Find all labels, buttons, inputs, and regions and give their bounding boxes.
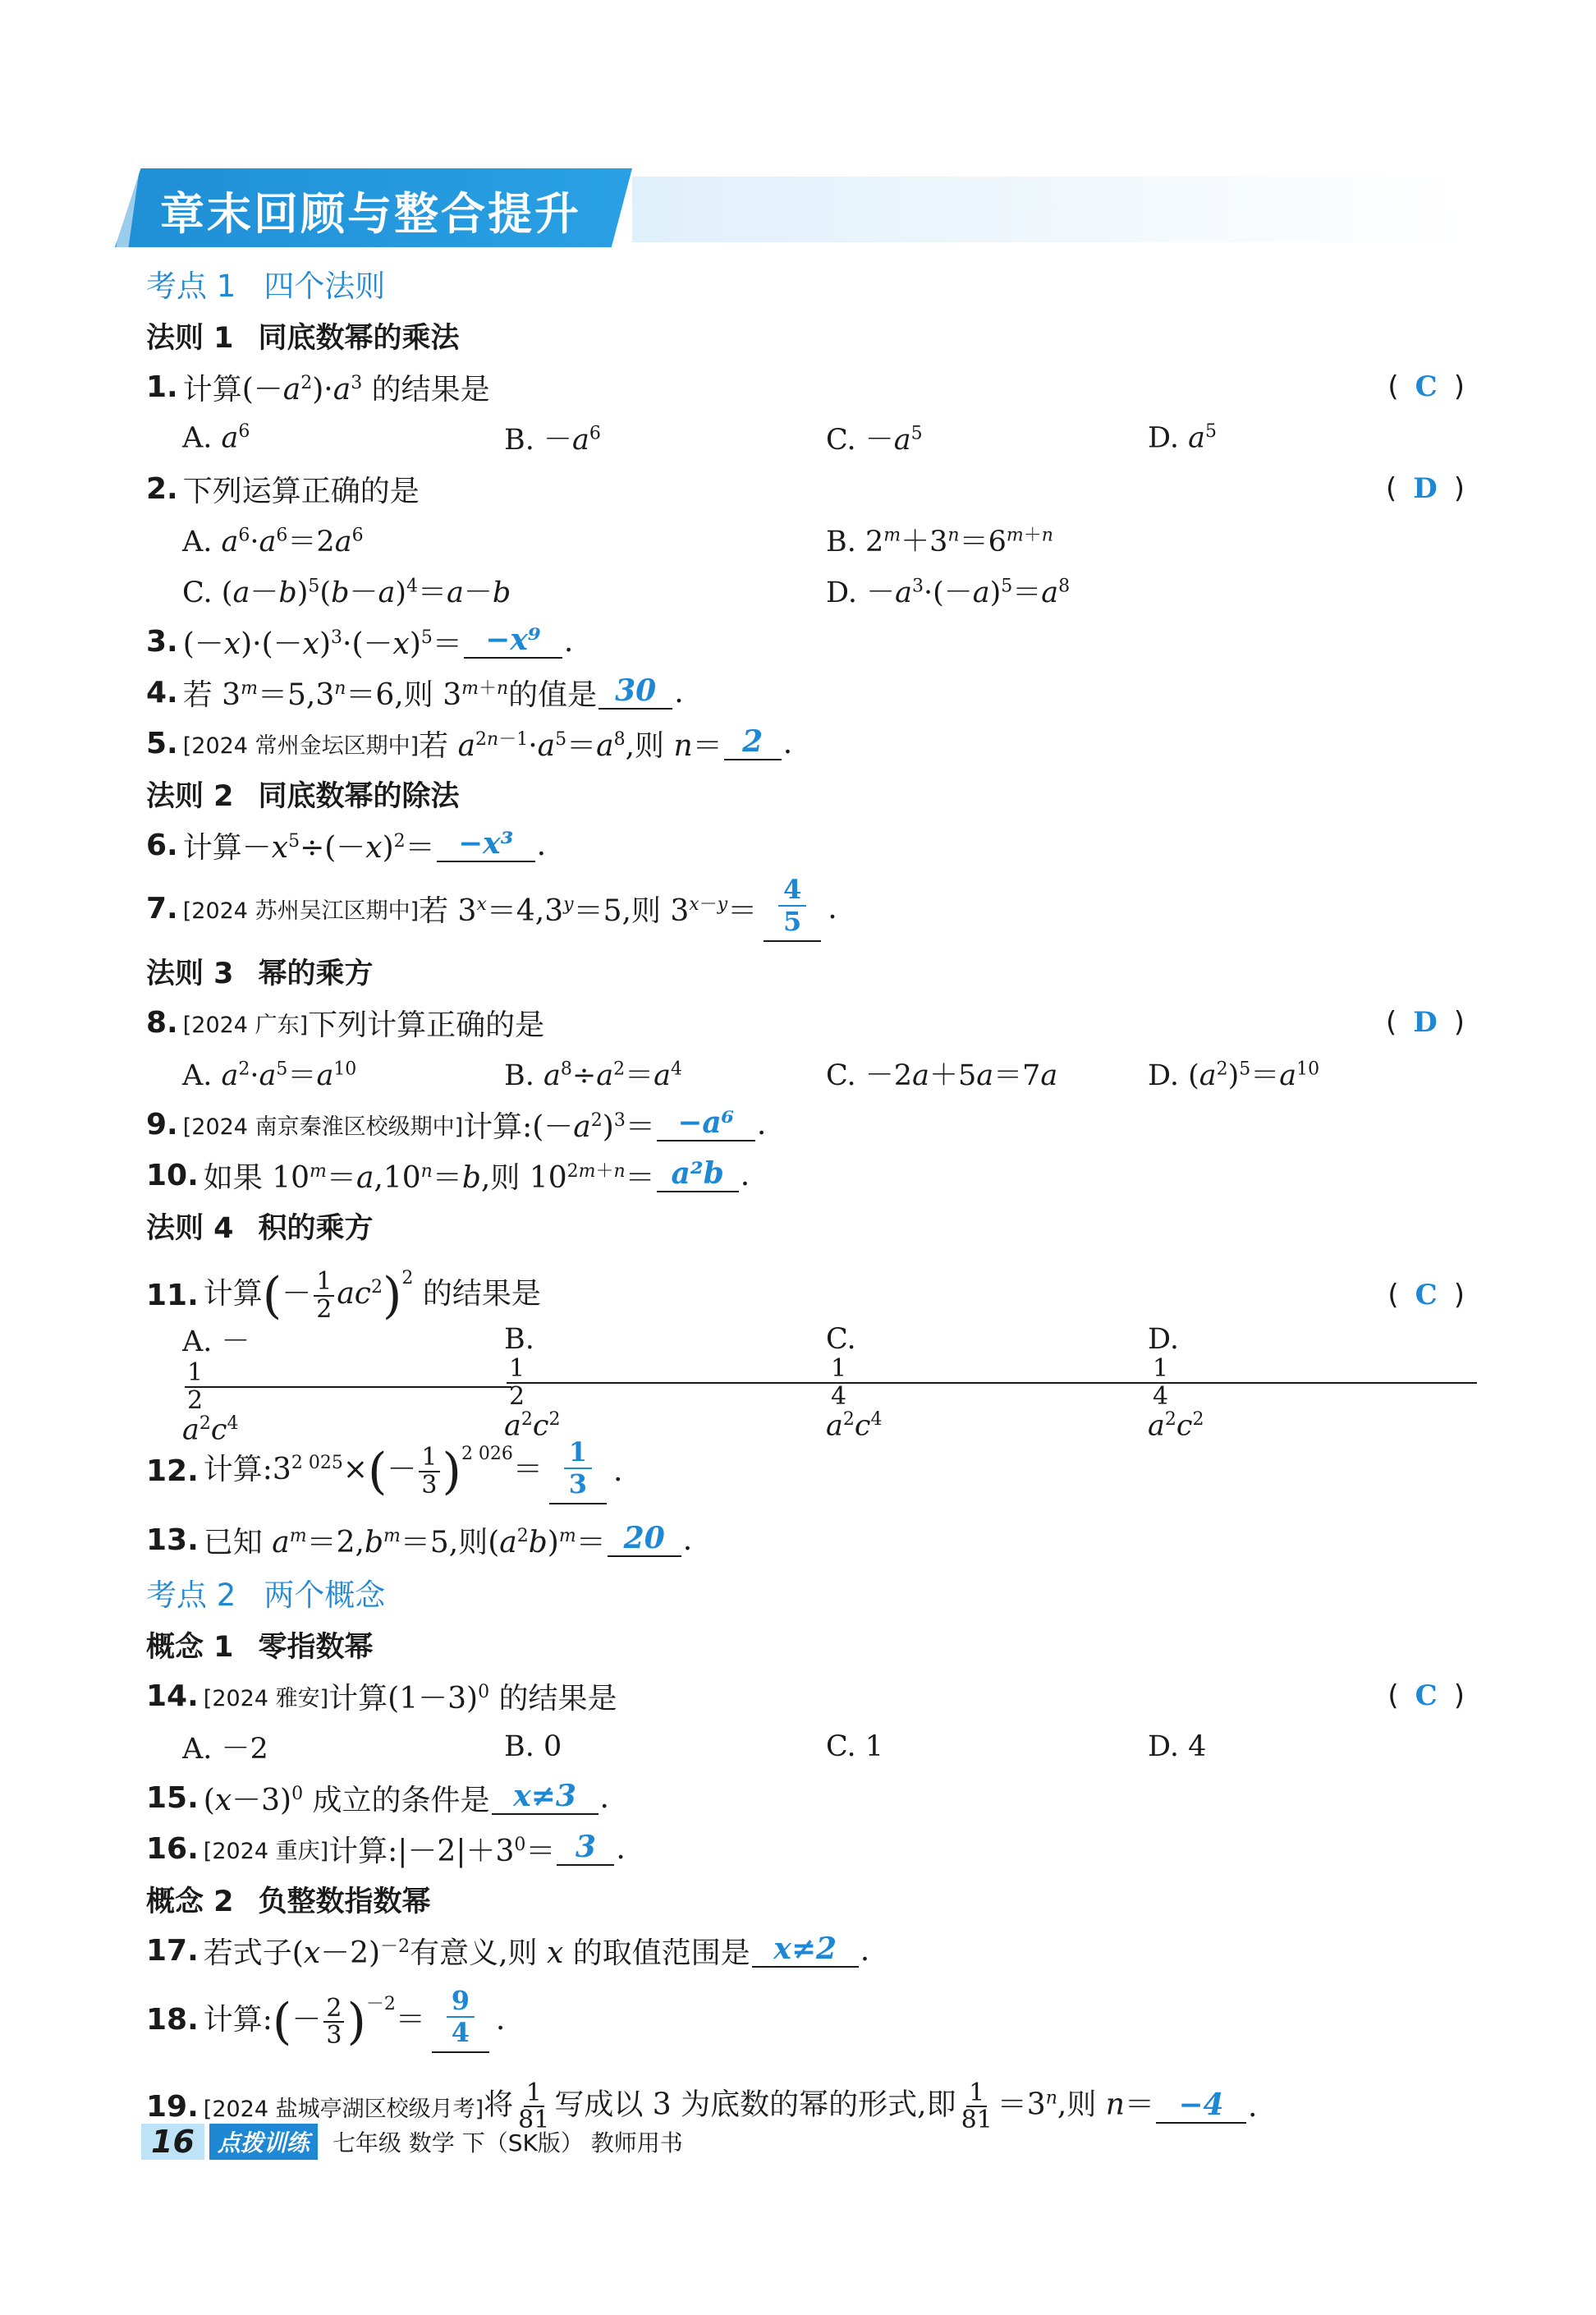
question-source: [2024 重庆]	[203, 1838, 329, 1864]
page-footer	[141, 2124, 683, 2160]
book-info: 七年级 数学 下（SK版） 教师用书	[332, 2129, 683, 2157]
question-number: 15.	[146, 1780, 199, 1815]
options: A. －2 B. 0 C. 1 D. 4	[182, 1730, 1207, 1766]
answer-numerator: 9	[447, 1986, 475, 2018]
banner-fade	[632, 177, 1470, 242]
question-number: 10.	[146, 1158, 199, 1192]
question-source: [2024 雅安]	[203, 1685, 329, 1711]
answer-choice: ( C )	[1387, 370, 1465, 403]
concept-tag: 概念 1	[146, 1631, 234, 1664]
answer-numerator: 4	[778, 875, 806, 907]
question-number: 1.	[146, 370, 178, 404]
rule-name: 同底数幂的乘法	[258, 322, 460, 355]
rule-heading	[146, 946, 1476, 997]
brand-logo: 点拨训练	[209, 2124, 318, 2160]
rule-name: 积的乘方	[258, 1212, 374, 1245]
question-1: 1. 计算$(-a^2)\cdot a^3$ 的结果是 ( C )	[146, 370, 1465, 407]
question-13: 13. 已知 $a^m=2,b^m=5$,则$(a^2b)^m=$ 20 .	[146, 1521, 693, 1559]
question-number: 18.	[146, 2002, 199, 2037]
question-7: 7. [2024 苏州吴江区期中] 若 $3^x=4,3^y=5$,则 $3^{x-y}=$ $\frac{4}{5}$ .	[146, 870, 1476, 946]
answer-blank: −4	[1156, 2089, 1246, 2124]
question-number: 16.	[146, 1831, 199, 1866]
answer-blank: 30	[598, 675, 672, 710]
options: A. $a^2\cdot a^5=a^{10}$ B. $a^8\div a^2=a^4$ C. －2a＋5a＝7a D. $(a^2)^5=a^{10}$	[182, 1059, 1320, 1092]
page-title: 章末回顾与整合提升	[160, 188, 581, 240]
answer-choice: ( D )	[1385, 1006, 1465, 1039]
question-number: 2.	[146, 471, 178, 506]
concept-heading	[146, 1619, 1476, 1670]
rule-tag: 法则 2	[146, 780, 234, 813]
answer-denominator: 3	[568, 1468, 588, 1500]
rule-tag: 法则 4	[146, 1212, 234, 1245]
question-9: 9. [2024 南京秦淮区校级期中] 计算$:(-a^2)^3=$ −a⁶ .	[146, 1105, 767, 1144]
question-number: 7.	[146, 891, 178, 926]
page-number: 16	[141, 2124, 204, 2160]
content	[146, 256, 1476, 2150]
answer-fraction	[549, 1437, 607, 1504]
question-number: 9.	[146, 1107, 178, 1141]
answer-denominator: 4	[451, 2017, 470, 2048]
question-15: 15. $(x-3)^0$ 成立的条件是 x≠3 .	[146, 1779, 609, 1817]
rule-tag: 法则 1	[146, 322, 234, 355]
section-name: 四个法则	[264, 269, 386, 304]
answer-fraction	[432, 1986, 489, 2053]
concept-heading	[146, 1874, 1476, 1925]
question-12: 12. 计算$:3^{2 025}\times(-$ $\frac{1}{3}$ )$^{2 026}$＝ $\frac{1}{3}$ .	[146, 1427, 1476, 1514]
answer-numerator: 1	[564, 1437, 592, 1469]
concept-name: 零指数幂	[258, 1631, 374, 1664]
section-tag: 考点 1	[146, 269, 236, 304]
rule-name: 同底数幂的除法	[258, 780, 460, 813]
section-heading	[146, 1565, 1476, 1619]
question-6: 6. 计算$-x^5\div(-x)^2=$ −x³ .	[146, 826, 547, 865]
concept-tag: 概念 2	[146, 1886, 234, 1918]
question-10: 10. 如果 $10^m=a,10^n=b$,则 $10^{2m+n}=$ a²b .	[146, 1156, 750, 1195]
answer-blank: −a⁶	[657, 1107, 755, 1141]
section-tag: 考点 2	[146, 1578, 236, 1613]
answer-fraction	[764, 875, 821, 942]
concept-name: 负整数指数幂	[258, 1886, 431, 1918]
answer-blank: −x⁹	[464, 624, 562, 659]
rule-tag: 法则 3	[146, 958, 234, 990]
question-source: [2024 南京秦淮区校级期中]	[182, 1114, 464, 1140]
question-18: 18. 计算:(－ $\frac{2}{3}$ )$^{-2}$＝ $\frac{9}{4}$ .	[146, 1976, 1476, 2063]
section-heading	[146, 256, 1476, 310]
question-19: 19. [2024 盐城亭湖区校级月考] 将 $\frac{1}{81}$ 写成以 3 为底数的幂的形式,即 $\frac{1}{81}$ $=3^n$,则 n＝ −4 .	[146, 2078, 1258, 2134]
question-number: 14.	[146, 1679, 199, 1713]
question-number: 19.	[146, 2089, 199, 2124]
question-11: 11. 计算(－ $\frac{1}{2}$ $ac^2)^2$ 的结果是 ( C )	[146, 1266, 1465, 1325]
question-5: 5. [2024 常州金坛区期中] 若 $a^{2n-1}\cdot a^5=a^8$,则 n＝ 2 .	[146, 724, 793, 763]
question-number: 8.	[146, 1005, 178, 1040]
question-2: 2. 下列运算正确的是 ( D )	[146, 471, 1465, 508]
question-14: 14. [2024 雅安] 计算$(1-3)^0$ 的结果是 ( C )	[146, 1679, 1465, 1716]
question-source: [2024 苏州吴江区期中]	[182, 898, 420, 924]
answer-blank: x≠2	[752, 1933, 859, 1968]
options: A. $-\frac{1}{2}a^2c^4$ B. $\frac{1}{2}a^2c^2$ C. $\frac{1}{4}a^2c^4$ D. $\frac{1}{4}a^2c^2$	[146, 1339, 1476, 1427]
answer-choice: ( C )	[1387, 1279, 1465, 1311]
question-number: 6.	[146, 828, 178, 862]
rule-heading	[146, 1201, 1476, 1252]
answer-blank: −x³	[437, 828, 535, 862]
answer-blank: x≠3	[492, 1780, 598, 1815]
question-source: [2024 广东]	[182, 1012, 309, 1038]
question-number: 13.	[146, 1523, 199, 1557]
question-number: 5.	[146, 726, 178, 760]
question-17: 17. 若式子$(x-2)^{-2}$有意义,则 x 的取值范围是 x≠2 .	[146, 1931, 870, 1970]
options: A. $a^6$ B. $-a^6$ C. $-a^5$ D. $a^5$	[182, 420, 1217, 457]
options: C. $(a-b)^5(b-a)^4=a-b$ D. $-a^3\cdot(-a)^5=a^8$	[182, 576, 1071, 609]
question-3: 3. $(-x)\cdot(-x)^3\cdot(-x)^5=$ −x⁹ .	[146, 622, 574, 661]
answer-blank: 2	[724, 726, 782, 760]
question-source: [2024 盐城亭湖区校级月考]	[203, 2096, 484, 2122]
rule-heading	[146, 310, 1476, 361]
answer-blank: 3	[557, 1831, 614, 1866]
answer-denominator: 5	[783, 906, 802, 937]
question-4: 4. 若 $3^m=5,3^n=6$,则 $3^{m+n}$的值是 30 .	[146, 673, 684, 712]
rule-heading	[146, 769, 1476, 820]
question-number: 3.	[146, 624, 178, 659]
section-name: 两个概念	[264, 1578, 386, 1613]
answer-choice: ( D )	[1385, 472, 1465, 505]
answer-blank: 20	[608, 1523, 681, 1557]
question-number: 17.	[146, 1933, 199, 1968]
question-16: 16. [2024 重庆] 计算$:|-2|+3^0=$ 3 .	[146, 1830, 626, 1868]
question-number: 12.	[146, 1454, 199, 1488]
question-source: [2024 常州金坛区期中]	[182, 733, 420, 759]
question-number: 11.	[146, 1278, 199, 1312]
question-number: 4.	[146, 675, 178, 710]
answer-blank: a²b	[657, 1158, 739, 1192]
options: A. $a^6\cdot a^6=2a^6$ B. $2^m+3^n=6^{m+n}$	[182, 525, 1053, 558]
rule-name: 幂的乘方	[258, 958, 374, 990]
answer-choice: ( C )	[1387, 1679, 1465, 1712]
question-8: 8. [2024 广东] 下列计算正确的是 ( D )	[146, 1005, 1465, 1042]
